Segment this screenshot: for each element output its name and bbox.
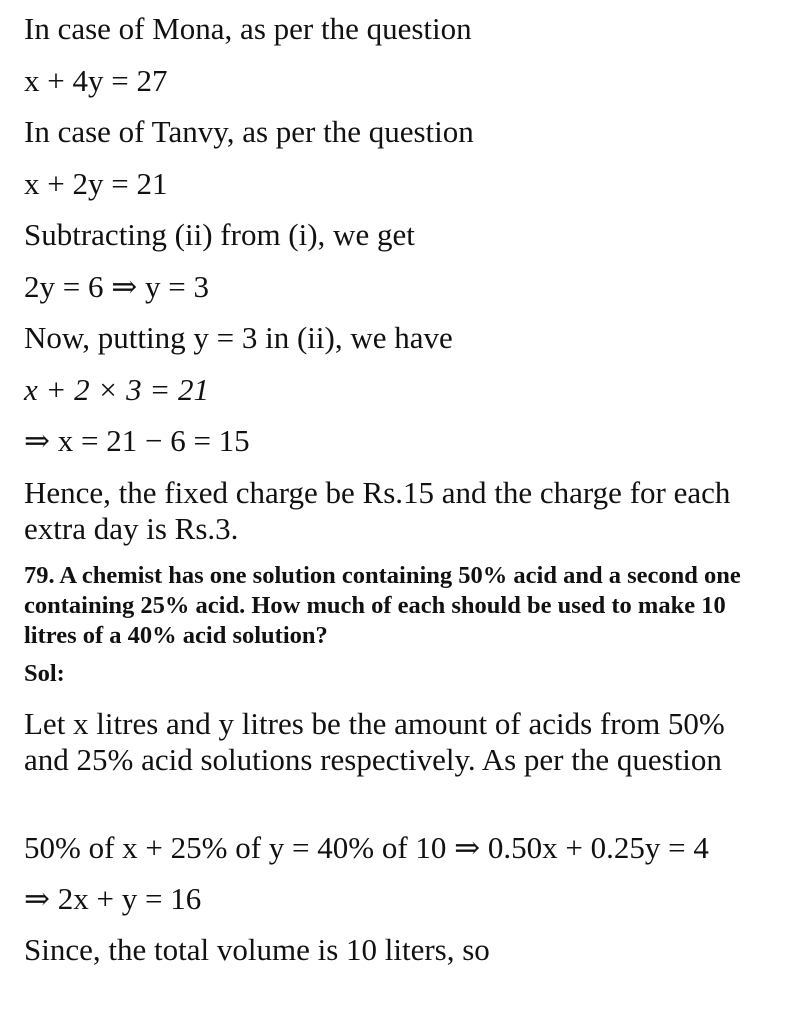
let-paragraph: Let x litres and y litres be the amount of acids from 50% and 25% acid solutions respectively. As per the question [24, 706, 725, 777]
text-line-subtracting: Subtracting (ii) from (i), we get [24, 217, 415, 252]
text-line-tanvy: In case of Tanvy, as per the question [24, 114, 474, 149]
text-line-putting: Now, putting y = 3 in (ii), we have [24, 320, 453, 355]
sol-label: Sol: [24, 660, 65, 687]
conclusion-paragraph: Hence, the fixed charge be Rs.15 and the charge for each extra day is Rs.3. [24, 475, 731, 546]
text-line-mona: In case of Mona, as per the question [24, 11, 472, 46]
equation-2x-plus-y: ⇒ 2x + y = 16 [24, 881, 202, 916]
equation-percent: 50% of x + 25% of y = 40% of 10 ⇒ 0.50x + 0.25y = 4 [24, 830, 709, 865]
equation-substitution: x + 2 × 3 = 21 [24, 372, 210, 407]
equation-ii: x + 2y = 21 [24, 166, 168, 201]
equation-i: x + 4y = 27 [24, 63, 168, 98]
text-line-total-volume: Since, the total volume is 10 liters, so [24, 932, 490, 967]
question-79: 79. A chemist has one solution containing 50% acid and a second one containing 25% acid. How much of each should be used to make 10 litres of a 40% acid solution? [24, 562, 741, 649]
equation-y-value: 2y = 6 ⇒ y = 3 [24, 269, 209, 304]
equation-x-value: ⇒ x = 21 − 6 = 15 [24, 423, 250, 458]
